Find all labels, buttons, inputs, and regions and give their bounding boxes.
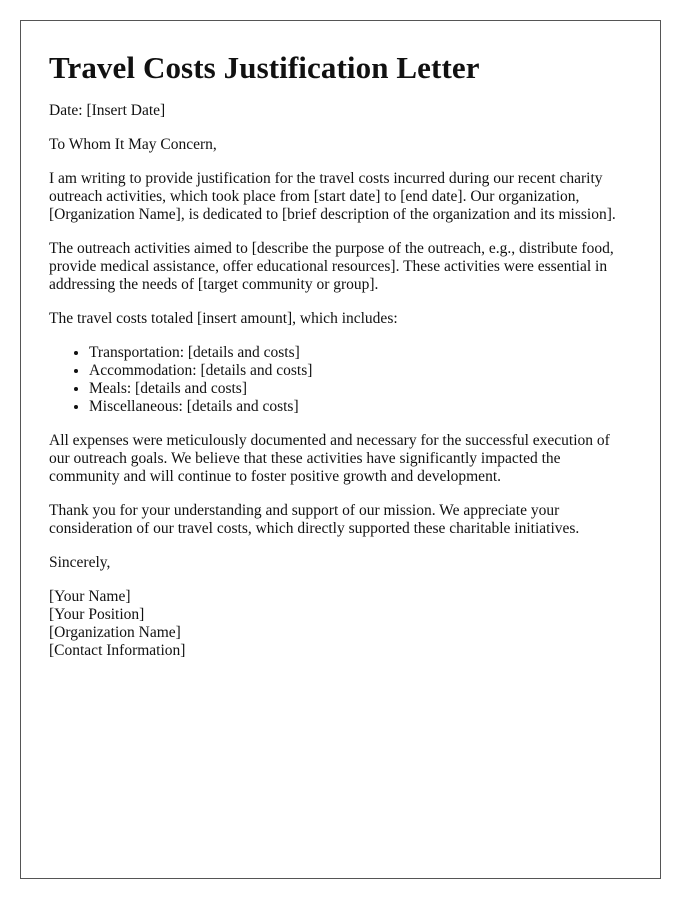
signature-name: [Your Name] (49, 587, 131, 605)
list-item: • Miscellaneous: [details and costs] (89, 398, 632, 416)
signature-contact: [Contact Information] (49, 641, 186, 659)
letter-page (20, 20, 661, 879)
signature-organization: [Organization Name] (49, 623, 181, 641)
list-item: • Meals: [details and costs] (89, 380, 632, 398)
signature-block (49, 588, 632, 660)
thanks-paragraph: Thank you for your understanding and support of our mission. We appreciate your consideration of our travel costs, which directly supported these charitable initiatives. (49, 501, 580, 537)
list-item: • Accommodation: [details and costs] (89, 362, 632, 380)
intro-paragraph: I am writing to provide justification for the travel costs incurred during our recent charity outreach activities, which took place from [start date] to [end date]. Our organization, [Organization Name], is dedicated to [brief description of the organization and its mission]. (49, 169, 616, 223)
signature-position: [Your Position] (49, 605, 145, 623)
documentation-paragraph: All expenses were meticulously documented and necessary for the successful execution of our outreach goals. We believe that these activities have significantly impacted the community and will continue to foster positive growth and development. (49, 431, 610, 485)
closing: Sincerely, (49, 553, 111, 571)
cost-items-list (49, 344, 632, 416)
salutation: To Whom It May Concern, (49, 135, 217, 153)
costs-intro-paragraph: The travel costs totaled [insert amount], which includes: (49, 309, 398, 327)
letter-title: Travel Costs Justification Letter (49, 50, 480, 85)
list-item: • Transportation: [details and costs] (89, 344, 632, 362)
purpose-paragraph: The outreach activities aimed to [describe the purpose of the outreach, e.g., distribute food, provide medical assistance, offer educational resources]. These activities were essential in addressing the needs of [target community or group]. (49, 239, 614, 293)
date-line: Date: [Insert Date] (49, 101, 166, 119)
